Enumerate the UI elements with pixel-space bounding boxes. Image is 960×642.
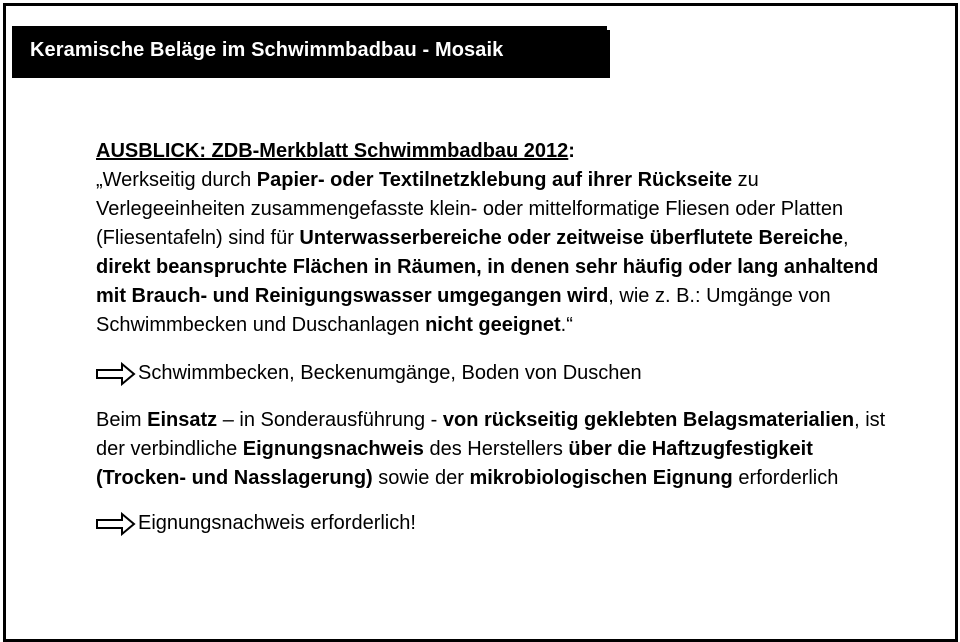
conclusion-line-2 [96, 509, 896, 538]
conclusion-text-1: Schwimmbecken, Beckenumgänge, Boden von Duschen [138, 362, 642, 384]
conclusion-text-2: Eignungsnachweis erforderlich! [138, 512, 416, 534]
quote-bold-2: Unterwasserbereiche oder zeitweise überflutete Bereiche [299, 227, 843, 249]
usage-bold-3: Eignungsnachweis [242, 438, 424, 460]
quote-text-1: „Werkseitig durch [96, 169, 257, 191]
right-arrow-outline-icon [96, 511, 138, 537]
quote-text-5: .“ [560, 314, 573, 336]
right-arrow-outline-icon [96, 361, 138, 387]
slide-title: Keramische Beläge im Schwimmbadbau - Mosaik [30, 39, 504, 61]
heading-colon: : [568, 140, 575, 162]
quote-paragraph [96, 166, 896, 340]
usage-bold-2: von rückseitig geklebten Belagsmaterialien [442, 409, 855, 431]
conclusion-line-1 [96, 359, 896, 388]
quote-bold-3: direkt beanspruchte Flächen in Räumen, in denen sehr häufig oder lang anhaltend mit Brauch- und Reinigungswasser umgegangen wird [96, 256, 879, 307]
usage-text-3: , ist der verbindliche [96, 409, 886, 460]
usage-paragraph [96, 406, 896, 493]
title-bar [12, 26, 607, 78]
usage-text-2: – in Sonderausführung - [217, 409, 443, 431]
quote-text-3: , [842, 227, 849, 249]
usage-bold-4: über die Haftzugfestigkeit (Trocken- und Nasslagerung) [96, 438, 813, 489]
quote-text-2: zu Verlegeeinheiten zusammengefasste klein- oder mittelformatige Fliesen oder Platten (Fliesentafeln) sind für [96, 169, 844, 249]
usage-bold-1: Einsatz [147, 409, 218, 431]
usage-bold-5: mikrobiologischen Eignung [469, 467, 733, 489]
usage-text-1: Beim [96, 409, 148, 431]
slide [3, 3, 958, 642]
usage-text-6: erforderlich [732, 467, 839, 489]
quote-bold-4: nicht geeignet [425, 314, 561, 336]
heading-text: AUSBLICK: ZDB-Merkblatt Schwimmbadbau 2012 [96, 140, 569, 162]
slide-content [96, 137, 896, 538]
section-heading [96, 137, 896, 166]
quote-text-4: , wie z. B.: Umgänge von Schwimmbecken und Duschanlagen [96, 285, 831, 336]
quote-bold-1: Papier- oder Textilnetzklebung auf ihrer Rückseite [256, 169, 733, 191]
usage-text-5: sowie der [372, 467, 470, 489]
usage-text-4: des Herstellers [423, 438, 569, 460]
